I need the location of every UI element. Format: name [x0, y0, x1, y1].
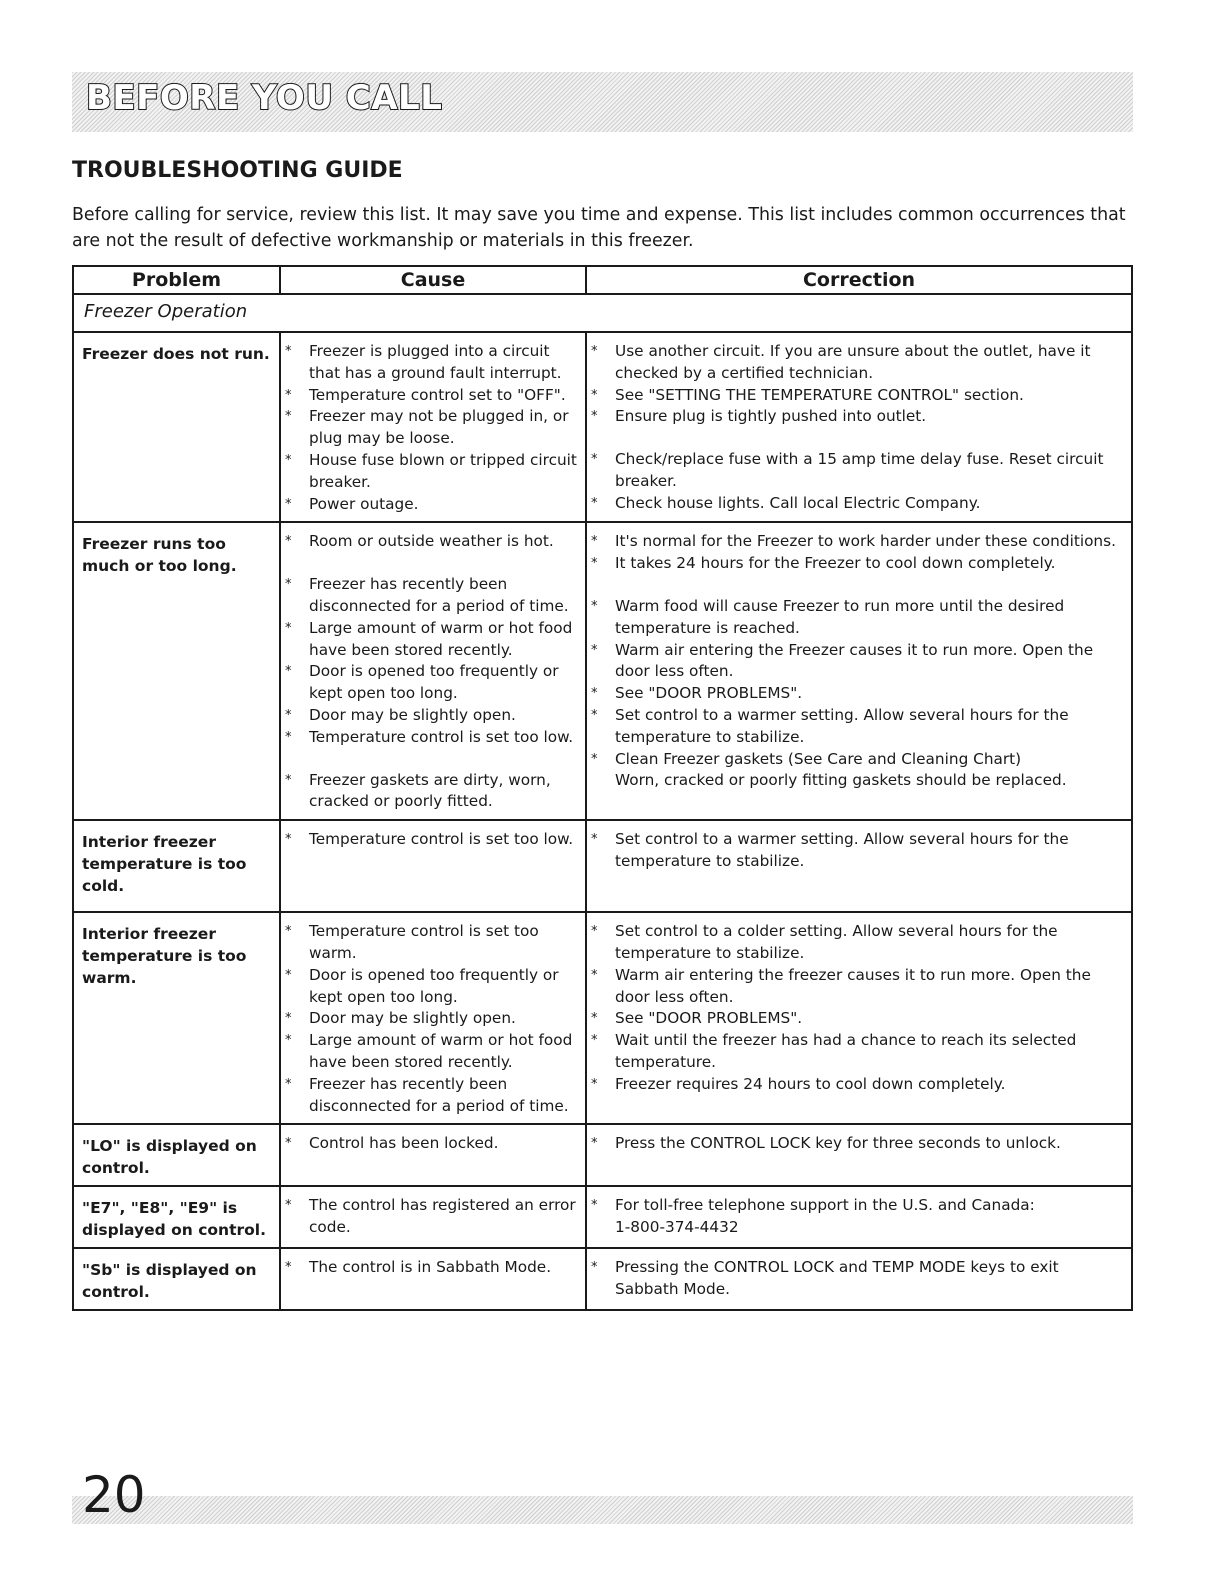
header-correction: Correction: [586, 266, 1132, 294]
bullet-icon: *: [591, 1011, 598, 1027]
correction-item: * Warm food will cause Freezer to run more until the desired temperature is reached.: [591, 596, 1127, 640]
cause-cell: [280, 1186, 586, 1248]
bullet-icon: *: [285, 577, 292, 593]
correction-item: * Ensure plug is tightly pushed into outlet.: [591, 406, 1127, 428]
bullet-icon: *: [285, 409, 292, 425]
bullet-icon: *: [591, 1136, 598, 1152]
correction-item: * Press the CONTROL LOCK key for three seconds to unlock.: [591, 1133, 1127, 1155]
correction-item: * See "SETTING THE TEMPERATURE CONTROL" section.: [591, 385, 1127, 407]
bullet-icon: *: [591, 1260, 598, 1276]
bullet-icon: *: [591, 686, 598, 702]
problem-cell: Freezer runs too much or too long.: [73, 522, 280, 820]
table-row: [73, 820, 1132, 912]
correction-item: * It takes 24 hours for the Freezer to cool down completely.: [591, 553, 1127, 575]
correction-item: * It's normal for the Freezer to work harder under these conditions.: [591, 531, 1127, 553]
bullet-icon: *: [285, 344, 292, 359]
correction-item: * Freezer requires 24 hours to cool down completely.: [591, 1074, 1127, 1096]
phone-number: 1-800-374-4432: [615, 1218, 739, 1237]
bullet-icon: *: [591, 495, 598, 511]
footer-bar: [72, 1496, 1133, 1524]
cause-item: * Temperature control set to "OFF".: [285, 385, 581, 407]
cause-item: * Door is opened too frequently or kept open too long.: [285, 965, 581, 1009]
bullet-icon: *: [285, 1033, 292, 1049]
cause-item: * Control has been locked.: [285, 1133, 581, 1155]
spacer: [591, 575, 1127, 596]
correction-item: * Wait until the freezer has had a chance to reach its selected temperature.: [591, 1030, 1127, 1074]
cause-item: * Temperature control is set too warm.: [285, 921, 581, 965]
problem-cell: Interior freezer temperature is too warm.: [73, 912, 280, 1124]
bullet-icon: *: [285, 729, 292, 745]
cause-cell: [280, 1124, 586, 1186]
bullet-icon: *: [591, 1033, 598, 1049]
table-row: [73, 912, 1132, 1124]
section-label: Freezer Operation: [73, 294, 1132, 332]
correction-item: * Warm air entering the Freezer causes it to run more. Open the door less often.: [591, 640, 1127, 684]
bullet-icon: *: [591, 387, 598, 403]
cause-cell: [280, 522, 586, 820]
problem-cell: "E7", "E8", "E9" is displayed on control.: [73, 1186, 280, 1248]
cause-item: * Freezer gaskets are dirty, worn, cracked or poorly fitted.: [285, 770, 581, 814]
correction-item: * For toll-free telephone support in the U.S. and Canada:: [591, 1195, 1127, 1217]
cause-item: * Freezer has recently been disconnected for a period of time.: [285, 1074, 581, 1118]
bullet-icon: *: [285, 534, 292, 550]
bullet-icon: *: [285, 1136, 292, 1152]
problem-cell: "LO" is displayed on control.: [73, 1124, 280, 1186]
bullet-icon: *: [285, 387, 292, 403]
bullet-icon: *: [285, 1260, 292, 1276]
cause-cell: [280, 820, 586, 912]
cause-item: * The control is in Sabbath Mode.: [285, 1257, 581, 1279]
table-row: [73, 1248, 1132, 1310]
correction-item: * Clean Freezer gaskets (See Care and Cleaning Chart): [591, 749, 1127, 771]
bullet-icon: *: [591, 967, 598, 983]
table-row: [73, 522, 1132, 820]
bullet-icon: *: [591, 924, 598, 940]
cause-item: * Temperature control is set too low.: [285, 829, 581, 851]
bullet-icon: *: [591, 452, 598, 468]
bullet-icon: *: [591, 556, 598, 572]
bullet-icon: *: [591, 751, 598, 767]
bullet-icon: *: [591, 707, 598, 723]
bullet-icon: *: [591, 832, 598, 848]
correction-item: Worn, cracked or poorly fitting gaskets should be replaced.: [615, 771, 1067, 790]
bullet-icon: *: [285, 452, 292, 468]
table-row: [73, 1124, 1132, 1186]
cause-item: * The control has registered an error code.: [285, 1195, 581, 1239]
header-cause: Cause: [280, 266, 586, 294]
cause-item: * Large amount of warm or hot food have been stored recently.: [285, 1030, 581, 1074]
problem-cell: Interior freezer temperature is too cold.: [73, 820, 280, 912]
troubleshooting-table: [72, 265, 1133, 1311]
bullet-icon: *: [285, 620, 292, 636]
bullet-icon: *: [591, 642, 598, 658]
spacer: [285, 553, 581, 574]
correction-item: * See "DOOR PROBLEMS".: [591, 1008, 1127, 1030]
bullet-icon: *: [591, 1198, 598, 1214]
section-title: TROUBLESHOOTING GUIDE: [72, 158, 403, 183]
correction-cell: [586, 522, 1132, 820]
bullet-icon: *: [285, 496, 292, 512]
cause-cell: [280, 332, 586, 522]
bullet-icon: *: [285, 664, 292, 680]
cause-item: * House fuse blown or tripped circuit breaker.: [285, 450, 581, 494]
table-header-row: [73, 266, 1132, 294]
correction-item: * Set control to a warmer setting. Allow several hours for the temperature to stabilize.: [591, 829, 1127, 873]
correction-item: * Pressing the CONTROL LOCK and TEMP MODE keys to exit Sabbath Mode.: [591, 1257, 1127, 1301]
bullet-icon: *: [285, 772, 292, 788]
bullet-icon: *: [591, 598, 598, 614]
cause-item: * Freezer may not be plugged in, or plug may be loose.: [285, 406, 581, 450]
correction-cell: [586, 1186, 1132, 1248]
correction-cell: [586, 1248, 1132, 1310]
bullet-icon: *: [591, 534, 598, 550]
cause-item: * Door may be slightly open.: [285, 1008, 581, 1030]
correction-cell: [586, 912, 1132, 1124]
correction-cell: [586, 1124, 1132, 1186]
bullet-icon: *: [285, 832, 292, 848]
correction-item: * Set control to a warmer setting. Allow several hours for the temperature to stabilize.: [591, 705, 1127, 749]
header-banner: [72, 72, 1133, 132]
table-row: [73, 1186, 1132, 1248]
correction-item: * Check/replace fuse with a 15 amp time delay fuse. Reset circuit breaker.: [591, 449, 1127, 493]
bullet-icon: *: [285, 1198, 292, 1214]
correction-cell: [586, 332, 1132, 522]
problem-cell: "Sb" is displayed on control.: [73, 1248, 280, 1310]
bullet-icon: *: [285, 707, 292, 723]
cause-item: * Freezer is plugged into a circuit that has a ground fault interrupt.: [285, 341, 581, 385]
bullet-icon: *: [591, 1076, 598, 1092]
table-section-row: [73, 294, 1132, 332]
spacer: [285, 749, 581, 770]
bullet-icon: *: [285, 1076, 292, 1092]
correction-item: * See "DOOR PROBLEMS".: [591, 683, 1127, 705]
cause-item: * Power outage.: [285, 494, 581, 516]
correction-item: * Use another circuit. If you are unsure about the outlet, have it checked by a certified technician.: [591, 341, 1127, 385]
correction-item: * Warm air entering the freezer causes it to run more. Open the door less often.: [591, 965, 1127, 1009]
banner-title: BEFORE YOU CALL: [86, 78, 443, 118]
cause-cell: [280, 912, 586, 1124]
correction-item: * Set control to a colder setting. Allow several hours for the temperature to stabilize.: [591, 921, 1127, 965]
cause-item: * Freezer has recently been disconnected for a period of time.: [285, 574, 581, 618]
spacer: [591, 428, 1127, 449]
cause-item: * Large amount of warm or hot food have been stored recently.: [285, 618, 581, 662]
header-problem: Problem: [73, 266, 280, 294]
bullet-icon: *: [285, 967, 292, 983]
problem-cell: Freezer does not run.: [73, 332, 280, 522]
correction-cell: [586, 820, 1132, 912]
cause-item: * Room or outside weather is hot.: [285, 531, 581, 553]
bullet-icon: *: [591, 409, 598, 425]
bullet-icon: *: [285, 1011, 292, 1027]
intro-paragraph: Before calling for service, review this list. It may save you time and expense. This list includes common occurrences that are not the result of defective workmanship or materials in this freezer.: [72, 205, 1126, 251]
table-row: [73, 332, 1132, 522]
cause-item: * Temperature control is set too low.: [285, 727, 581, 749]
cause-cell: [280, 1248, 586, 1310]
correction-item: * Check house lights. Call local Electric Company.: [591, 493, 1127, 515]
page-number: 20: [82, 1466, 146, 1524]
cause-item: * Door is opened too frequently or kept open too long.: [285, 661, 581, 705]
bullet-icon: *: [591, 344, 598, 359]
cause-item: * Door may be slightly open.: [285, 705, 581, 727]
bullet-icon: *: [285, 924, 292, 940]
